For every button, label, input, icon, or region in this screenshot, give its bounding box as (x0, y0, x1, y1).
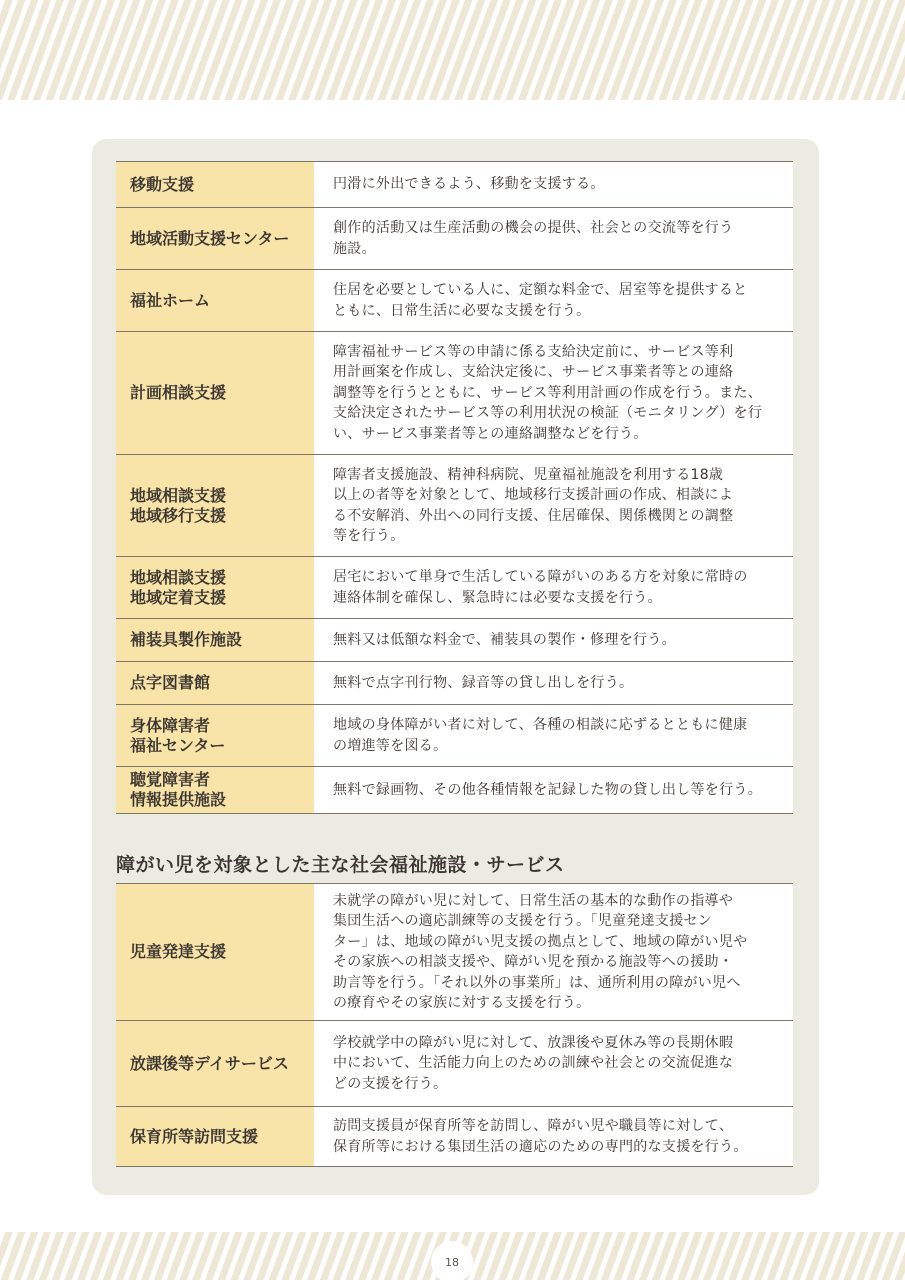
service-name: 保育所等訪問支援 (116, 1107, 314, 1166)
table-row (116, 455, 793, 557)
table-row (116, 1107, 793, 1167)
service-description: 障害福祉サービス等の申請に係る支給決定前に、サービス等利 用計画案を作成し、支給決定後に、サービス事業者等との連絡 調整等を行うとともに、サービス等利用計画の作成を行う。また、 支給決定されたサービス等の利用状況の検証（モニタリング）を行 い、サービス事業者等との連絡調整などを行う。 (314, 332, 793, 454)
service-name: 点字図書館 (116, 662, 314, 704)
table-row (116, 884, 793, 1021)
service-description: 訪問支援員が保育所等を訪問し、障がい児や職員等に対して、 保育所等における集団生活の適応のための専門的な支援を行う。 (314, 1107, 793, 1166)
table-row (116, 332, 793, 455)
service-name: 聴覚障害者 情報提供施設 (116, 767, 314, 813)
service-description: 学校就学中の障がい児に対して、放課後や夏休み等の長期休暇 中において、生活能力向上のための訓練や社会との交流促進な どの支援を行う。 (314, 1021, 793, 1106)
service-name: 身体障害者 福祉センター (116, 705, 314, 766)
table-row (116, 662, 793, 705)
table-row (116, 270, 793, 332)
table-row (116, 1021, 793, 1107)
table-row (116, 208, 793, 270)
table-row (116, 557, 793, 619)
page-number: 18 (431, 1241, 473, 1283)
service-description: 住居を必要としている人に、定額な料金で、居室等を提供すると ともに、日常生活に必要な支援を行う。 (314, 270, 793, 331)
service-description: 円滑に外出できるよう、移動を支援する。 (314, 162, 793, 207)
service-description: 無料で点字刊行物、録音等の貸し出しを行う。 (314, 662, 793, 704)
service-name: 児童発達支援 (116, 884, 314, 1020)
table-row (116, 705, 793, 767)
service-description: 無料又は低額な料金で、補装具の製作・修理を行う。 (314, 619, 793, 661)
service-name: 移動支援 (116, 162, 314, 207)
table-row (116, 162, 793, 208)
service-name: 福祉ホーム (116, 270, 314, 331)
service-name: 放課後等デイサービス (116, 1021, 314, 1106)
service-description: 創作的活動又は生産活動の機会の提供、社会との交流等を行う 施設。 (314, 208, 793, 269)
service-description: 障害者支援施設、精神科病院、児童福祉施設を利用する18歳 以上の者等を対象として、地域移行支援計画の作成、相談によ る不安解消、外出への同行支援、住居確保、関係機関との調整 等を行う。 (314, 455, 793, 556)
service-name: 計画相談支援 (116, 332, 314, 454)
service-description: 地域の身体障がい者に対して、各種の相談に応ずるとともに健康 の増進等を図る。 (314, 705, 793, 766)
service-name: 地域相談支援 地域移行支援 (116, 455, 314, 556)
section-heading: 障がい児を対象とした主な社会福祉施設・サービス (116, 854, 565, 876)
header-stripe-band (0, 0, 905, 100)
service-name: 地域相談支援 地域定着支援 (116, 557, 314, 618)
service-description: 無料で録画物、その他各種情報を記録した物の貸し出し等を行う。 (314, 767, 793, 813)
table-row (116, 767, 793, 814)
service-description: 未就学の障がい児に対して、日常生活の基本的な動作の指導や 集団生活への適応訓練等の支援を行う。「児童発達支援セン ター」は、地域の障がい児支援の拠点として、地域の障がい児や その家族への相談支援や、障がい児を預かる施設等への援助・ 助言等を行う。「それ以外の事業所」は、通所利用の障がい児へ の療育やその家族に対する支援を行う。 (314, 884, 793, 1020)
service-description: 居宅において単身で生活している障がいのある方を対象に常時の 連絡体制を確保し、緊急時には必要な支援を行う。 (314, 557, 793, 618)
table-row (116, 619, 793, 662)
service-name: 地域活動支援センター (116, 208, 314, 269)
service-name: 補装具製作施設 (116, 619, 314, 661)
